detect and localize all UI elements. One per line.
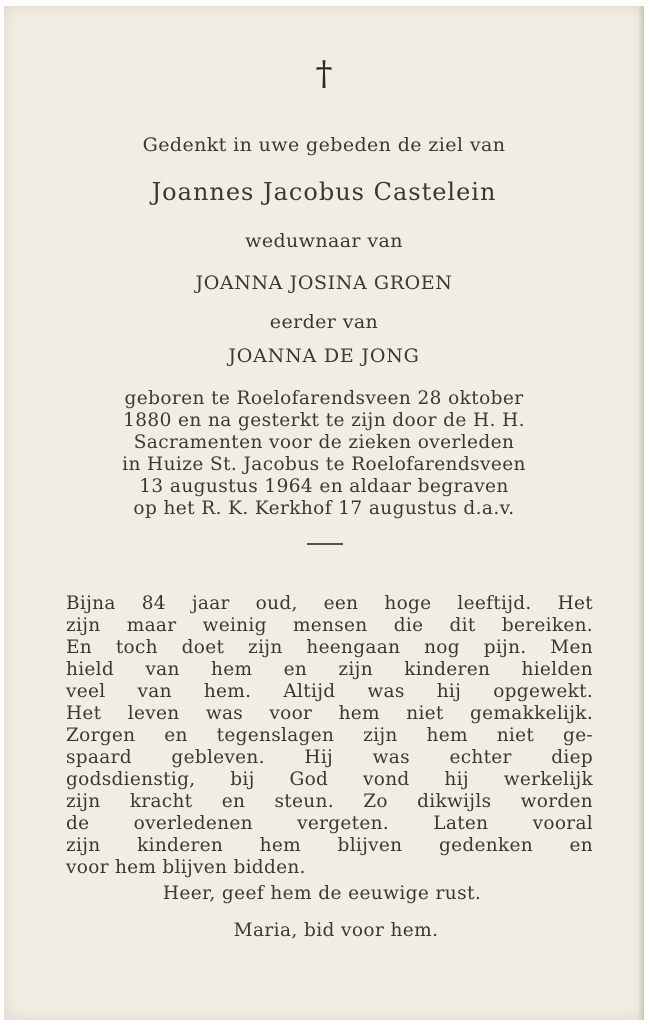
biography-line: 1880 en na gesterkt te zijn door de H. H.: [123, 410, 525, 431]
intro-text: Gedenkt in uwe gebeden de ziel van: [142, 134, 506, 156]
closing-invocation: Maria, bid voor hem.: [233, 920, 439, 941]
tribute-line: En toch doet zijn heengaan nog pijn. Men: [66, 637, 593, 658]
spouse-name-2: JOANNA DE JONG: [228, 345, 420, 367]
tribute-line: zijn maar weinig mensen die dit bereiken.: [66, 615, 593, 636]
spouse-name-1: JOANNA JOSINA GROEN: [195, 272, 453, 294]
tribute-line: hield van hem en zijn kinderen hielden: [66, 659, 593, 680]
tribute-line: spaard gebleven. Hij was echter diep: [66, 747, 593, 768]
widower-of-text: weduwnaar van: [245, 230, 403, 252]
tribute-line: zijn kinderen hem blijven gedenken en: [66, 835, 593, 856]
cross-icon: †: [315, 54, 333, 94]
biography-line: Sacramenten voor de zieken overleden: [133, 432, 515, 453]
biography-line: in Huize St. Jacobus te Roelofarendsveen: [122, 454, 526, 475]
tribute-line: veel van hem. Altijd was hij opgewekt.: [66, 681, 593, 702]
tribute-line: Het leven was voor hem niet gemakkelijk.: [66, 703, 593, 724]
tribute-line: voor hem blijven bidden.: [66, 857, 306, 878]
tribute-line: Bijna 84 jaar oud, een hoge leeftijd. Het: [66, 593, 593, 614]
biography-line: 13 augustus 1964 en aldaar begraven: [139, 476, 509, 497]
earlier-of-text: eerder van: [269, 311, 379, 333]
tribute-line: zijn kracht en steun. Zo dikwijls worden: [66, 791, 593, 812]
biography-line: geboren te Roelofarendsveen 28 oktober: [124, 388, 524, 409]
closing-prayer: Heer, geef hem de eeuwige rust.: [162, 883, 482, 904]
tribute-line: godsdienstig, bij God vond hij werkelijk: [66, 769, 593, 790]
memorial-card: [4, 6, 644, 1020]
biography-line: op het R. K. Kerkhof 17 augustus d.a.v.: [133, 498, 515, 519]
tribute-line: Zorgen en tegenslagen zijn hem niet ge-: [66, 725, 593, 746]
tribute-line: de overledenen vergeten. Laten vooral: [66, 813, 593, 834]
deceased-name: Joannes Jacobus Castelein: [151, 178, 497, 206]
divider-line: [307, 543, 343, 545]
